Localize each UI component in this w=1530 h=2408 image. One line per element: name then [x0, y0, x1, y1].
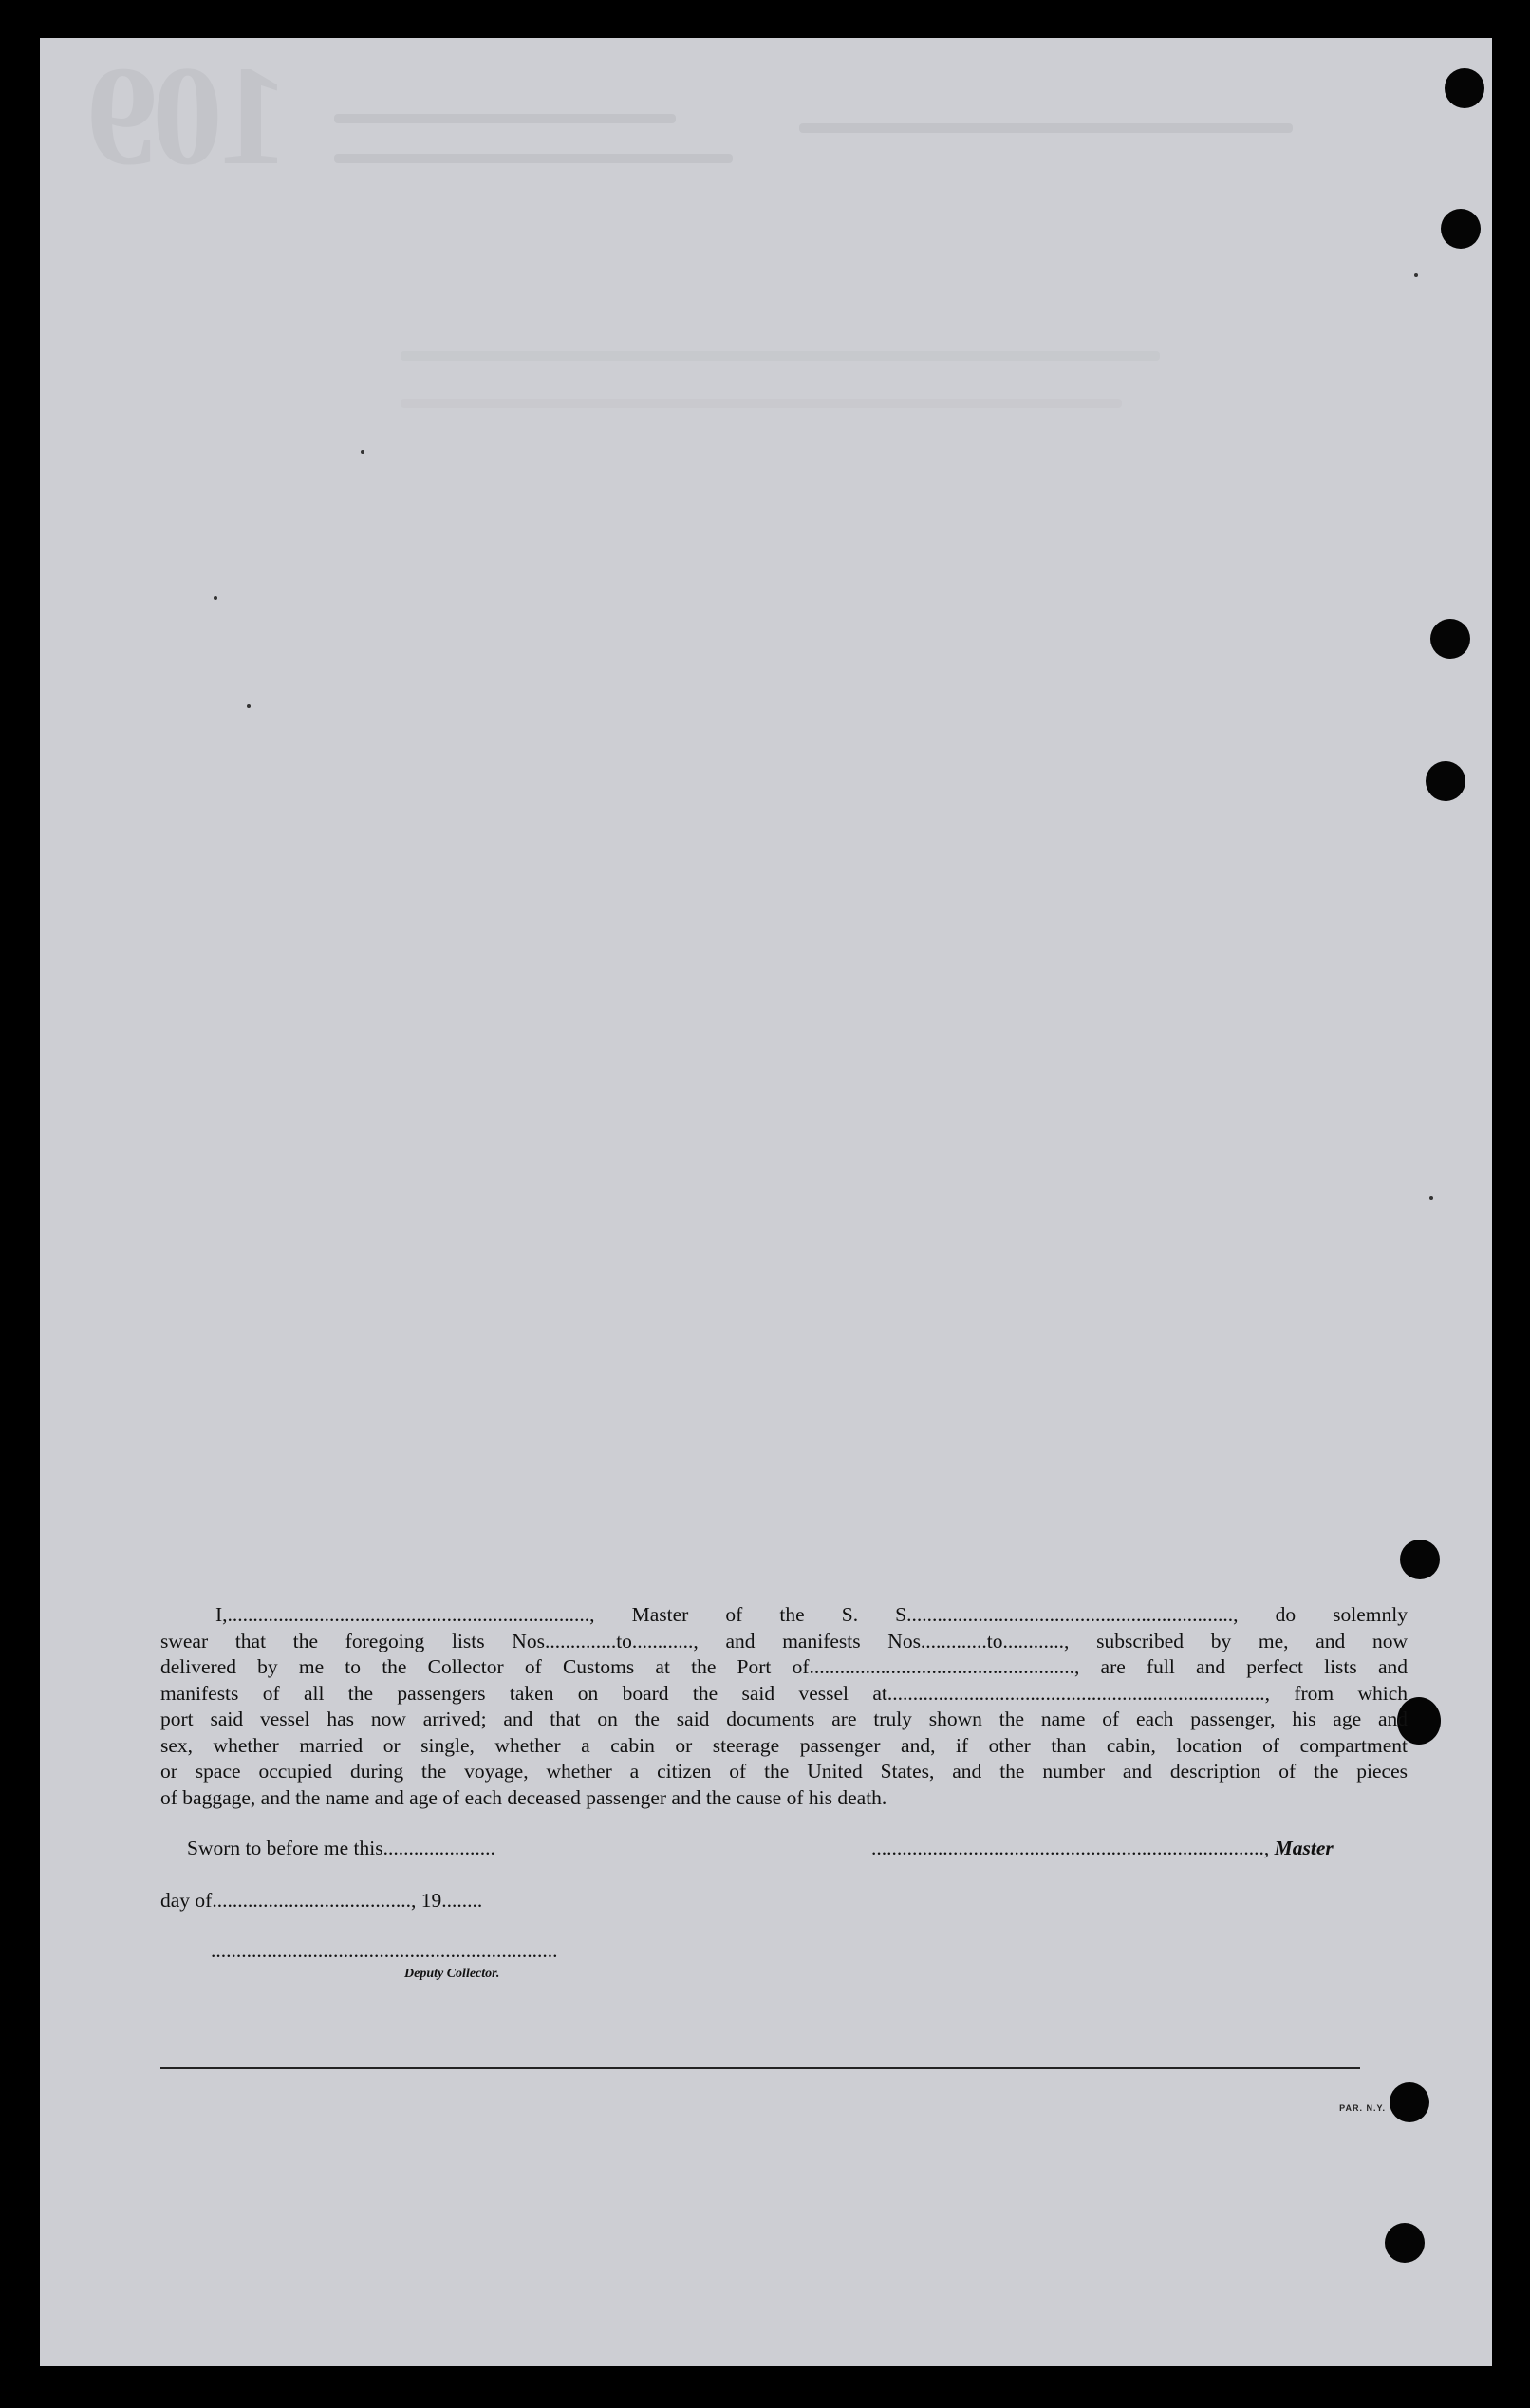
binder-hole [1390, 2082, 1429, 2122]
binder-hole [1430, 619, 1470, 659]
oath-line: port said vessel has now arrived; and that on the said documents are truly shown the name of each passenger, his age and [160, 1708, 1408, 1730]
binder-hole [1426, 761, 1465, 801]
speck [361, 450, 364, 454]
sworn-before-me-line: Sworn to before me this...................... [187, 1837, 495, 1859]
oath-line: of baggage, and the name and age of each deceased passenger and the cause of his death. [160, 1785, 887, 1809]
bleed-through-mark [401, 399, 1122, 408]
speck [247, 704, 251, 708]
oath-line: manifests of all the passengers taken on board the said vessel at.........................................................................., from which [160, 1681, 1408, 1705]
oath-line: sex, whether married or single, whether a cabin or steerage passenger and, if other than cabin, location of compartment [160, 1733, 1408, 1757]
oath-line: or space occupied during the voyage, whether a citizen of the United States, and the number and description of the pieces [160, 1760, 1408, 1783]
bleed-through-mark [334, 154, 733, 163]
speck [214, 596, 217, 600]
bleed-through-mark [799, 123, 1293, 133]
binder-hole [1445, 68, 1484, 108]
bleed-through-mark [401, 351, 1160, 361]
oath-line: delivered by me to the Collector of Customs at the Port of...................................................., are full and perfect lists and [160, 1655, 1408, 1678]
speck [1414, 273, 1418, 277]
document-page [40, 38, 1492, 2366]
master-signature-line [871, 1837, 1334, 1860]
binder-hole [1441, 209, 1481, 249]
bleed-through-mark [334, 114, 676, 123]
deputy-collector-label: Deputy Collector. [404, 1967, 500, 1981]
printer-mark: PAR. N.Y. [1339, 2103, 1386, 2113]
horizontal-rule [160, 2067, 1360, 2069]
master-signature-dots: ............................................................................., [871, 1837, 1275, 1859]
bleed-through-number: 109 [92, 38, 289, 195]
binder-hole [1400, 1540, 1440, 1579]
master-label: Master [1274, 1837, 1334, 1859]
oath-line: swear that the foregoing lists Nos..............to............, and manifests Nos.............to............, subscribed by me, and now [160, 1629, 1408, 1652]
binder-hole [1385, 2223, 1425, 2263]
deputy-collector-signature-line: .................................................................... [211, 1939, 558, 1962]
day-of-line: day of......................................., 19........ [160, 1889, 483, 1912]
oath-line: I,......................................................................., Master of the S. S................................................................, do solemnly [215, 1603, 1408, 1626]
speck [1429, 1196, 1433, 1200]
master-oath-paragraph [160, 1602, 1408, 1811]
